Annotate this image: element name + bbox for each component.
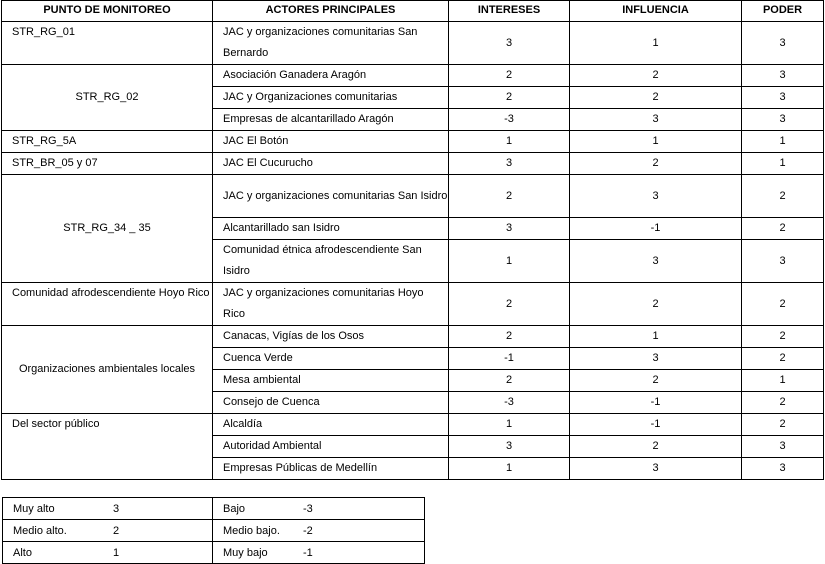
table-row: [2, 65, 824, 87]
actor-cell: Asociación Ganadera Aragón: [213, 65, 449, 87]
intereses-cell: -3: [449, 109, 570, 131]
poder-cell: 3: [742, 87, 824, 109]
intereses-cell: 2: [449, 283, 570, 326]
legend-left-label: Muy alto: [13, 502, 55, 515]
intereses-cell: 3: [449, 153, 570, 175]
poder-cell: 3: [742, 22, 824, 65]
intereses-cell: 2: [449, 65, 570, 87]
table-body: [2, 22, 824, 480]
table-row: [2, 414, 824, 436]
intereses-cell: 2: [449, 175, 570, 218]
intereses-cell: 2: [449, 370, 570, 392]
legend-right-label: Medio bajo.: [223, 524, 280, 537]
poder-cell: 1: [742, 370, 824, 392]
poder-cell: 2: [742, 283, 824, 326]
header-punto: PUNTO DE MONITOREO: [2, 1, 213, 22]
table-row: [2, 283, 824, 326]
legend-right-label: Muy bajo: [223, 546, 268, 559]
intereses-cell: -3: [449, 392, 570, 414]
table-row: [2, 326, 824, 348]
actor-cell: Consejo de Cuenca: [213, 392, 449, 414]
influencia-cell: 2: [570, 283, 742, 326]
poder-cell: 2: [742, 326, 824, 348]
poder-cell: 2: [742, 414, 824, 436]
legend-row: [3, 520, 425, 542]
influencia-cell: 1: [570, 131, 742, 153]
punto-cell: STR_RG_34 _ 35: [2, 175, 213, 283]
punto-cell: STR_BR_05 y 07: [2, 153, 213, 175]
influencia-cell: 2: [570, 153, 742, 175]
actor-cell: Cuenca Verde: [213, 348, 449, 370]
intereses-cell: 1: [449, 131, 570, 153]
poder-cell: 3: [742, 65, 824, 87]
influencia-cell: 3: [570, 175, 742, 218]
legend-left-label: Alto: [13, 546, 32, 559]
influencia-cell: 3: [570, 109, 742, 131]
intereses-cell: 1: [449, 414, 570, 436]
punto-cell: STR_RG_01: [2, 22, 213, 65]
table-row: [2, 175, 824, 218]
table-row: [2, 22, 824, 65]
influencia-cell: -1: [570, 414, 742, 436]
header-actores: ACTORES PRINCIPALES: [213, 1, 449, 22]
legend-row: [3, 498, 425, 520]
intereses-cell: 3: [449, 218, 570, 240]
actor-cell: Autoridad Ambiental: [213, 436, 449, 458]
influencia-cell: 3: [570, 348, 742, 370]
legend-right-cell: [213, 542, 425, 564]
header-poder: PODER: [742, 1, 824, 22]
intereses-cell: 3: [449, 436, 570, 458]
legend-right-value: -2: [303, 524, 313, 537]
poder-cell: 2: [742, 175, 824, 218]
intereses-cell: 1: [449, 240, 570, 283]
legend-left-cell: [3, 498, 213, 520]
legend-right-value: -1: [303, 546, 313, 559]
influencia-cell: 2: [570, 65, 742, 87]
influencia-cell: 1: [570, 22, 742, 65]
actor-cell: JAC y organizaciones comunitarias San Bernardo: [213, 22, 449, 65]
influencia-cell: 3: [570, 458, 742, 480]
punto-cell: Comunidad afrodescendiente Hoyo Rico: [2, 283, 213, 326]
legend-left-label: Medio alto.: [13, 524, 67, 537]
actor-cell: JAC y organizaciones comunitarias Hoyo Rico: [213, 283, 449, 326]
intereses-cell: 3: [449, 22, 570, 65]
legend-right-label: Bajo: [223, 502, 246, 515]
header-intereses: INTERESES: [449, 1, 570, 22]
actor-cell: Canacas, Vigías de los Osos: [213, 326, 449, 348]
poder-cell: 2: [742, 392, 824, 414]
legend-left-value: 2: [113, 524, 120, 537]
influencia-cell: 2: [570, 436, 742, 458]
actor-cell: JAC El Cucurucho: [213, 153, 449, 175]
stakeholder-table: [1, 0, 824, 480]
actor-cell: Empresas Públicas de Medellín: [213, 458, 449, 480]
influencia-cell: 3: [570, 240, 742, 283]
influencia-cell: -1: [570, 218, 742, 240]
actor-cell: Mesa ambiental: [213, 370, 449, 392]
legend-body: [3, 498, 425, 564]
influencia-cell: 2: [570, 87, 742, 109]
intereses-cell: 2: [449, 326, 570, 348]
legend-right-cell: [213, 498, 425, 520]
legend-left-cell: [3, 520, 213, 542]
actor-cell: JAC y Organizaciones comunitarias: [213, 87, 449, 109]
punto-cell: STR_RG_5A: [2, 131, 213, 153]
poder-cell: 3: [742, 240, 824, 283]
actor-cell: Alcaldía: [213, 414, 449, 436]
actor-cell: Comunidad étnica afrodescendiente San Isidro: [213, 240, 449, 283]
legend-table: [2, 497, 425, 564]
table-row: [2, 131, 824, 153]
legend-row: [3, 542, 425, 564]
actor-cell: Empresas de alcantarillado Aragón: [213, 109, 449, 131]
poder-cell: 3: [742, 109, 824, 131]
punto-cell: STR_RG_02: [2, 65, 213, 131]
poder-cell: 1: [742, 131, 824, 153]
legend-left-value: 1: [113, 546, 120, 559]
influencia-cell: -1: [570, 392, 742, 414]
header-influencia: INFLUENCIA: [570, 1, 742, 22]
table-row: [2, 153, 824, 175]
punto-cell: Del sector público: [2, 414, 213, 480]
legend-left-cell: [3, 542, 213, 564]
legend-right-cell: [213, 520, 425, 542]
intereses-cell: 2: [449, 87, 570, 109]
actor-cell: JAC y organizaciones comunitarias San Isidro: [213, 175, 449, 218]
intereses-cell: 1: [449, 458, 570, 480]
intereses-cell: -1: [449, 348, 570, 370]
legend-right-value: -3: [303, 502, 313, 515]
poder-cell: 2: [742, 218, 824, 240]
actor-cell: JAC El Botón: [213, 131, 449, 153]
influencia-cell: 1: [570, 326, 742, 348]
punto-cell: Organizaciones ambientales locales: [2, 326, 213, 414]
poder-cell: 2: [742, 348, 824, 370]
poder-cell: 3: [742, 436, 824, 458]
poder-cell: 3: [742, 458, 824, 480]
legend-left-value: 3: [113, 502, 120, 515]
influencia-cell: 2: [570, 370, 742, 392]
header-row: [2, 1, 824, 22]
poder-cell: 1: [742, 153, 824, 175]
actor-cell: Alcantarillado san Isidro: [213, 218, 449, 240]
